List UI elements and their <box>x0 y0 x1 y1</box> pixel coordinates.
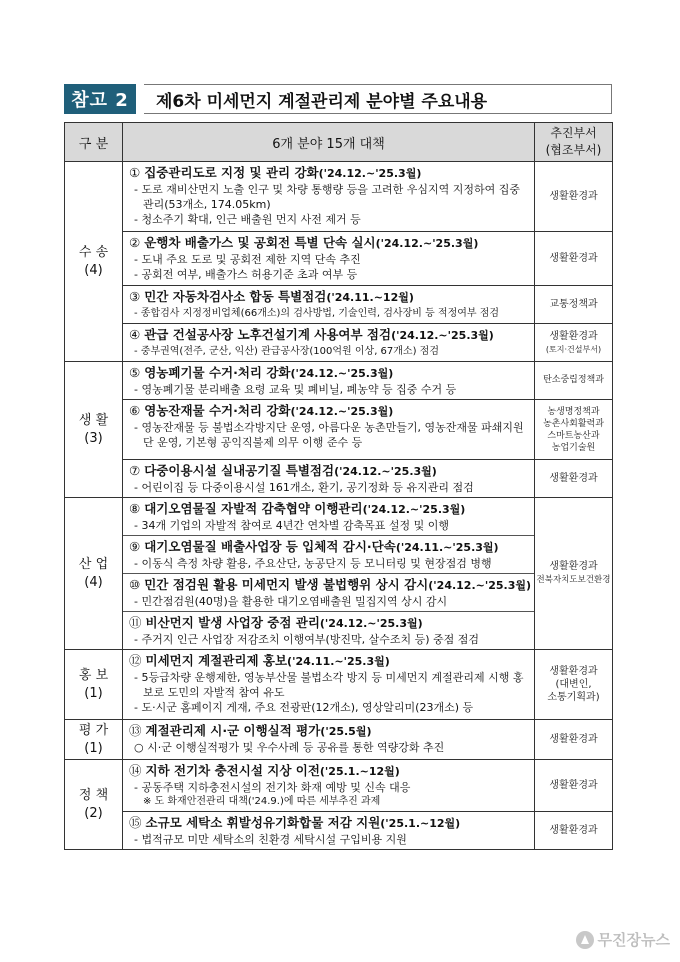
measure-item-12: ⑫ 미세먼지 계절관리제 홍보('24.11.~'25.3월) - 5등급차량 운행제한, 영농부산물 불법소각 방지 등 미세먼지 계절관리제 시행 홍보로 도민의 자발적 참여 유도 - 도·시군 홈페이지 게재, 주요 전광판(12개소), 영상알리미(23개소) 등 <box>129 653 524 714</box>
measure-cell <box>123 362 535 400</box>
header-category: 구 분 <box>65 123 123 162</box>
category-cell: 평 가 (1) <box>65 720 123 760</box>
note: ※ 도 화재안전관리 대책('24.9.)에 따른 세부추진 과제 <box>143 796 381 807</box>
watermark <box>576 929 670 950</box>
table-row <box>65 362 613 400</box>
measure-item-1: ① 집중관리도로 지정 및 관리 강화('24.12.~'25.3월) - 도로 재비산먼지 노출 인구 및 차량 통행량 등을 고려한 우심지역 지정하여 집중 관리(53개소, 174.05km) - 청소주기 확대, 인근 배출원 먼지 사전 제거 등 <box>129 165 520 226</box>
measure-cell <box>123 286 535 324</box>
dept-cell: 생활환경과 <box>535 232 613 286</box>
table-row <box>65 162 613 232</box>
measure-cell <box>123 812 535 850</box>
measure-item-15: ⑮ 소규모 세탁소 휘발성유기화합물 저감 지원('25.1.~12월) - 법적규모 미만 세탁소의 친환경 세탁시설 구입비용 지원 <box>129 815 461 846</box>
category-cell: 수 송 (4) <box>65 162 123 362</box>
measure-cell <box>123 232 535 286</box>
table-row <box>65 286 613 324</box>
measure-cell <box>123 650 535 720</box>
category-cell: 정 책 (2) <box>65 760 123 850</box>
title-bar <box>64 84 612 114</box>
dept-cell: 생활환경과 (대변인, 소통기획과) <box>535 650 613 720</box>
measure-cell <box>123 498 535 650</box>
dept-cell: 생활환경과 <box>535 760 613 812</box>
measure-cell <box>123 400 535 460</box>
measure-cell <box>123 760 535 812</box>
table-row <box>65 400 613 460</box>
dept-cell: 생활환경과 (토지·건설부서) <box>535 324 613 362</box>
dept-cell: 생활환경과 <box>535 720 613 760</box>
header-dept-line2: (협조부서) <box>545 143 602 157</box>
measure-item-10: ⑩ 민간 점검원 활용 미세먼지 발생 불법행위 상시 감시('24.12.~'25.3월) - 민간점검원(40명)을 활용한 대기오염배출원 밀집지역 상시 감시 <box>123 573 534 611</box>
measure-item-11: ⑪ 비산먼지 발생 사업장 중점 관리('24.12.~'25.3월) - 주거지 인근 사업장 저감조치 이행여부(방진막, 살수조치 등) 중점 점검 <box>123 611 534 649</box>
table-row <box>65 324 613 362</box>
measure-cell <box>123 460 535 498</box>
dept-cell: 교통정책과 <box>535 286 613 324</box>
table-row <box>65 760 613 812</box>
dept-cell: 생활환경과 <box>535 460 613 498</box>
table-row <box>65 460 613 498</box>
reference-tag: 참고 2 <box>64 84 136 114</box>
measure-item-9: ⑨ 대기오염물질 배출사업장 등 입체적 감시·단속('24.11.~'25.3월) - 이동식 측정 차량 활용, 주요산단, 농공단지 등 모니터링 및 현장점검 병행 <box>123 535 534 573</box>
category-cell: 생 활 (3) <box>65 362 123 498</box>
measures-table <box>64 122 613 850</box>
dept-cell: 농생명정책과 농촌사회활력과 스마트농산과 농업기술원 <box>535 400 613 460</box>
table-row <box>65 498 613 650</box>
category-cell: 홍 보 (1) <box>65 650 123 720</box>
table-row <box>65 812 613 850</box>
measure-item-13: ⑬ 계절관리제 시·군 이행실적 평가('25.5월) ○ 시·군 이행실적평가 및 우수사례 등 공유를 통한 역량강화 추진 <box>129 723 445 754</box>
watermark-text: 무진장뉴스 <box>597 931 670 949</box>
dept-cell: 생활환경과 전북자치도보건환경 <box>535 498 613 650</box>
page-title: 제6차 미세먼지 계절관리제 분야별 주요내용 <box>144 84 612 114</box>
header-measures: 6개 분야 15개 대책 <box>123 123 535 162</box>
measure-item-5: ⑤ 영농폐기물 수거·처리 강화('24.12.~'25.3월) - 영농폐기물 분리배출 요령 교육 및 폐비닐, 폐농약 등 집중 수거 등 <box>129 365 457 396</box>
table-row <box>65 720 613 760</box>
measure-item-7: ⑦ 다중이용시설 실내공기질 특별점검('24.12.~'25.3월) - 어린이집 등 다중이용시설 161개소, 환기, 공기정화 등 유지관리 점검 <box>129 463 474 494</box>
measure-item-2: ② 운행차 배출가스 및 공회전 특별 단속 실시('24.12.~'25.3월) - 도내 주요 도로 및 공회전 제한 지역 단속 추진 - 공회전 여부, 배출가스 허용기준 초과 여부 등 <box>129 235 479 281</box>
measure-item-4: ④ 관급 건설공사장 노후건설기계 사용여부 점검('24.12.~'25.3월) - 중부권역(전주, 군산, 익산) 관급공사장(100억원 이상, 67개소) 점검 <box>129 327 494 357</box>
dept-cell: 생활환경과 <box>535 812 613 850</box>
category-cell: 산 업 (4) <box>65 498 123 650</box>
table-header-row <box>65 123 613 162</box>
mountain-logo-icon <box>576 931 594 949</box>
header-department <box>535 123 613 162</box>
header-dept-line1: 추진부서 <box>550 126 597 140</box>
measure-item-3: ③ 민간 자동차검사소 합동 특별점검('24.11.~12월) - 종합검사 지정정비업체(66개소)의 검사방법, 기술인력, 검사장비 등 적정여부 점검 <box>129 289 500 319</box>
table-row <box>65 232 613 286</box>
table-row <box>65 650 613 720</box>
dept-cell: 생활환경과 <box>535 162 613 232</box>
measure-cell <box>123 720 535 760</box>
measure-cell <box>123 324 535 362</box>
measure-item-8: ⑧ 대기오염물질 자발적 감축협약 이행관리('24.12.~'25.3월) - 34개 기업의 자발적 참여로 4년간 연차별 감축목표 설정 및 이행 <box>129 501 466 532</box>
dept-cell: 탄소중립정책과 <box>535 362 613 400</box>
measure-item-6: ⑥ 영농잔재물 수거·처리 강화('24.12.~'25.3월) - 영농잔재물 등 불법소각방지단 운영, 아름다운 농촌만들기, 영농잔재물 파쇄지원단 운영, 기본형 공익직불제 의무 이행 준수 등 <box>129 403 524 449</box>
measure-cell <box>123 162 535 232</box>
measure-item-14: ⑭ 지하 전기차 충전시설 지상 이전('25.1.~12월) - 공동주택 지하충전시설의 전기차 화재 예방 및 신속 대응 ※ 도 화재안전관리 대책('24.9.)에 따른 세부추진 과제 <box>123 760 534 811</box>
